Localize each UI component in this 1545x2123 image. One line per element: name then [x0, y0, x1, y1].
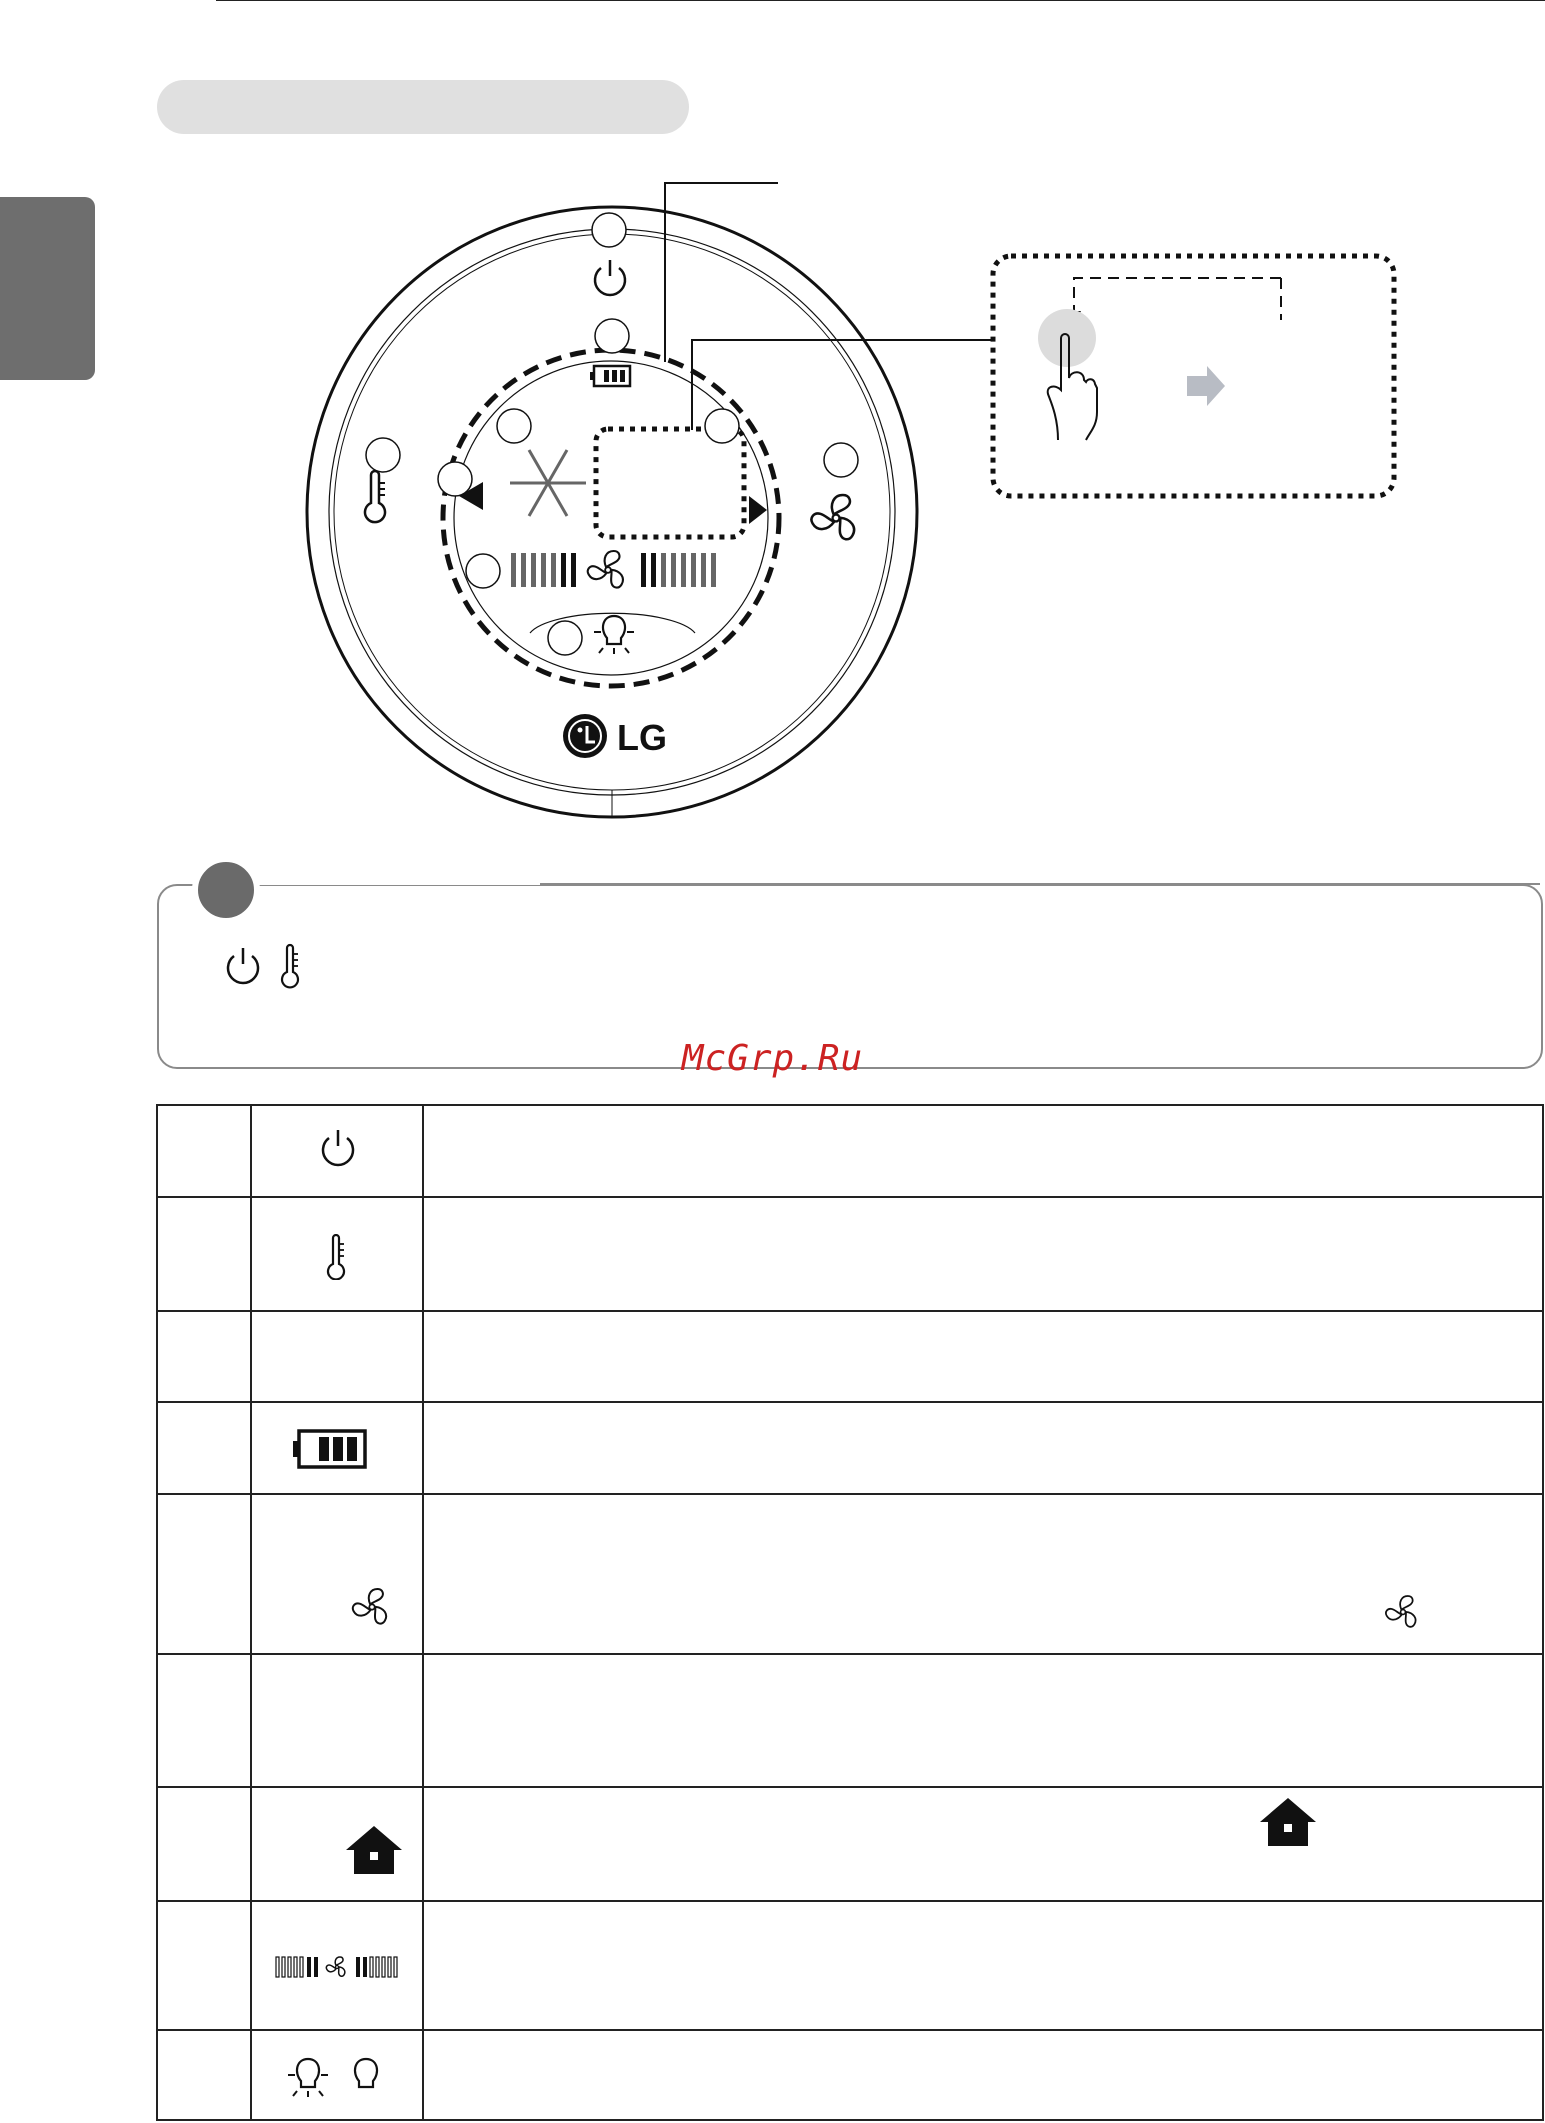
home-icon [344, 1824, 404, 1878]
label-circle-bars [466, 554, 500, 588]
lg-brand-text: LG [617, 717, 667, 758]
label-circle-thermo [366, 438, 400, 472]
label-circle-power [592, 213, 626, 247]
label-circle-mode [497, 409, 531, 443]
next-arrow-icon [1187, 366, 1225, 406]
label-circle-temp-display [705, 409, 739, 443]
light-bulb-icon [286, 2053, 396, 2099]
thermometer-icon [282, 945, 298, 987]
panel-outer-ring [307, 207, 917, 817]
power-icon [318, 1128, 358, 1172]
table-row [157, 1197, 1543, 1311]
label-circle-battery [595, 319, 629, 353]
snowflake-icon [510, 450, 586, 516]
table-row [157, 1787, 1543, 1901]
panel-inner-ring [329, 229, 895, 795]
temperature-display-box [596, 429, 744, 537]
note-icons [220, 940, 310, 990]
lg-logo [563, 714, 607, 758]
watermark: McGrp.Ru [681, 1038, 864, 1079]
table-row [157, 1105, 1543, 1197]
fan-icon [809, 495, 858, 542]
fan-icon [1383, 1592, 1423, 1632]
table-row [157, 1901, 1543, 2030]
power-icon [228, 948, 258, 983]
display-area-outline [443, 350, 779, 686]
table-row [157, 1402, 1543, 1494]
label-circle-fan [824, 443, 858, 477]
touch-target-circle [1038, 309, 1096, 367]
fan-icon [350, 1585, 394, 1629]
table-row [157, 1311, 1543, 1402]
power-icon [595, 260, 625, 295]
table-row [157, 2030, 1543, 2120]
battery-icon [292, 1427, 372, 1471]
label-circle-light [548, 621, 582, 655]
table-row [157, 1494, 1543, 1654]
home-icon [1258, 1796, 1318, 1850]
thermometer-icon [365, 471, 385, 522]
light-bulb-icon [594, 616, 634, 654]
label-circle-left [438, 462, 472, 496]
table-row [157, 1654, 1543, 1787]
thermometer-icon [322, 1234, 352, 1280]
battery-icon [590, 366, 630, 386]
control-panel-diagram [0, 0, 1545, 850]
fan-speed-center-icon [586, 551, 626, 589]
fan-speed-bar-icon [274, 1954, 400, 1980]
note-badge [192, 856, 260, 924]
spec-table [156, 1104, 1544, 2121]
right-arrow-icon [749, 496, 767, 524]
